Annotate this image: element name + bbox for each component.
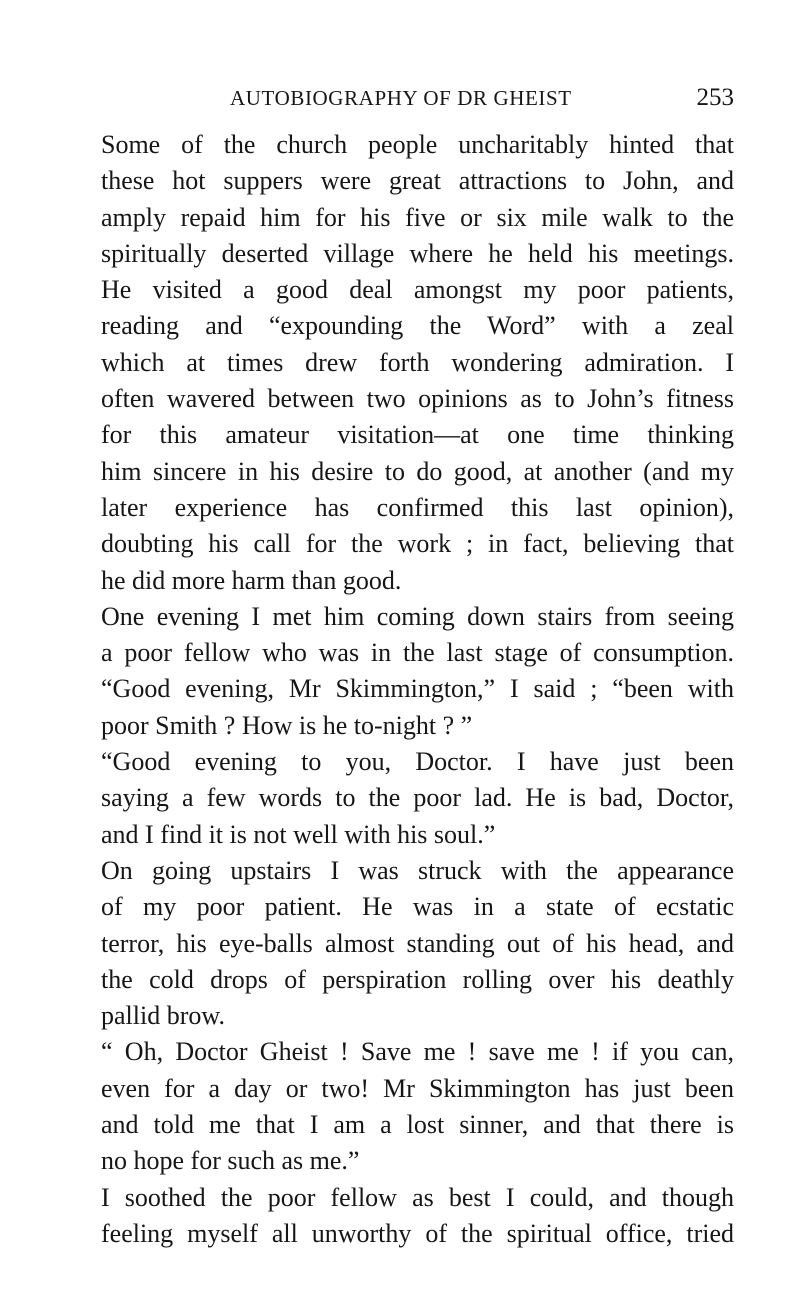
running-head [66,80,734,116]
text-line: these hot suppers were great attractions to John, and [101,166,734,196]
text-line: pallid brow. [101,1001,225,1031]
text-line: On going upstairs I was struck with the appearance [101,855,734,885]
text-line: “ Oh, Doctor Gheist ! Save me ! save me ! if you can, [101,1037,734,1067]
text-line: poor Smith ? How is he to-night ? ” [101,710,473,740]
text-line: even for a day or two! Mr Skimmington has just been [101,1073,734,1103]
page-number: 253 [696,84,734,111]
paragraph [66,127,734,272]
text-line: spiritually deserted village where he held his meetings. [101,238,734,268]
text-line: he did more harm than good. [101,565,402,595]
text-line: doubting his call for the work ; in fact, believing that [101,529,734,559]
paragraph [66,1034,734,1179]
text-line: no hope for such as me.” [101,1146,360,1176]
text-line: reading and “expounding the Word” with a zeal [101,311,734,341]
text-line: a poor fellow who was in the last stage of consumption. [101,638,734,668]
running-title: AUTOBIOGRAPHY OF DR GHEIST [230,86,572,110]
text-line: terror, his eye-balls almost standing out of his head, and [101,928,734,958]
text-line: which at times drew forth wondering admiration. I [101,347,734,377]
paragraph [66,272,734,599]
text-line: feeling myself all unworthy of the spiritual office, tried [101,1218,734,1248]
text-line: him sincere in his desire to do good, at another (and my [101,456,734,486]
text-line: Some of the church people uncharitably hinted that [101,130,734,159]
text-line: later experience has confirmed this last opinion), [101,492,734,522]
paragraph [66,1180,734,1253]
text-line: the cold drops of perspiration rolling over his deathly [101,964,734,994]
text-line: “Good evening to you, Doctor. I have just been [101,747,734,777]
text-line: “Good evening, Mr Skimmington,” I said ; “been with [101,674,734,704]
text-line: and I find it is not well with his soul.” [101,819,496,849]
text-line: amply repaid him for his five or six mile walk to the [101,202,734,232]
text-line: for this amateur visitation—at one time thinking [101,420,734,450]
body-text [66,127,734,1252]
text-line: and told me that I am a lost sinner, and that there is [101,1110,734,1140]
text-line: often wavered between two opinions as to John’s fitness [101,384,734,414]
paragraph [66,853,734,1034]
paragraph [66,599,734,744]
paragraph [66,744,734,853]
text-line: saying a few words to the poor lad. He is bad, Doctor, [101,783,734,813]
text-line: I soothed the poor fellow as best I could, and though [101,1182,734,1212]
text-line: He visited a good deal amongst my poor patients, [101,275,734,305]
text-line: One evening I met him coming down stairs from seeing [101,601,734,631]
text-line: of my poor patient. He was in a state of ecstatic [101,892,734,922]
